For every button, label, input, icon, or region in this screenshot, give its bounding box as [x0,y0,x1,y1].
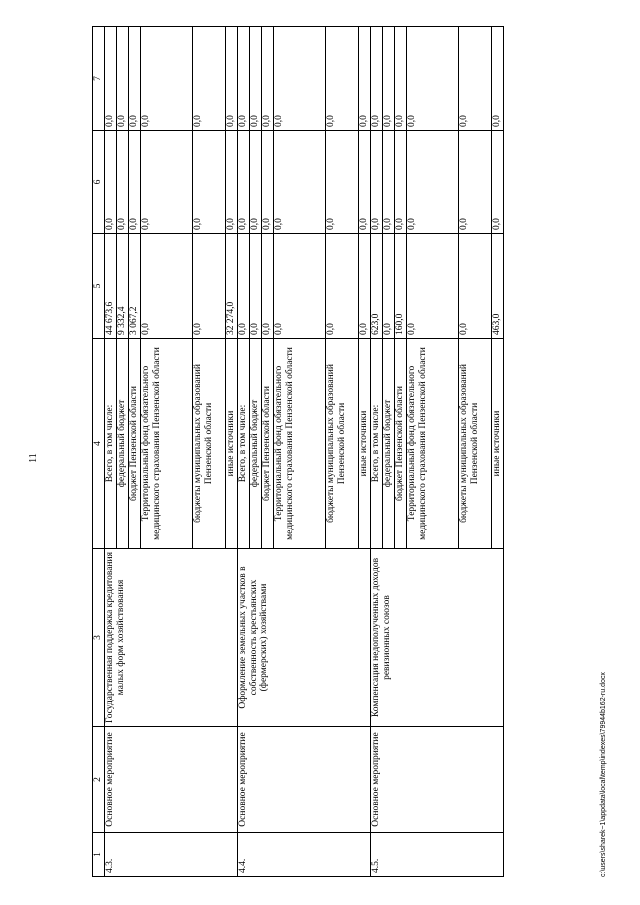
funding-source: иные источники [226,339,238,549]
funding-source: Территориальный фонд обязательного медицинского страхования Пензенской области [141,339,193,549]
value-col5: 0,0 [274,234,326,339]
col-header-2: 2 [93,727,105,833]
budget-table [92,26,504,877]
group-number: 4.3. [105,833,238,877]
funding-source: бюджет Пензенской области [395,339,407,549]
value-col6: 0,0 [129,131,141,234]
funding-source: Территориальный фонд обязательного медицинского страхования Пензенской области [274,339,326,549]
value-col7: 0,0 [141,27,193,131]
funding-source: бюджет Пензенской области [129,339,141,549]
funding-source: бюджеты муниципальных образований Пензенской области [459,339,492,549]
col-header-4: 4 [93,339,105,549]
value-col5: 0,0 [238,234,250,339]
value-col7: 0,0 [129,27,141,131]
funding-source: федеральный бюджет [250,339,262,549]
table-body [105,27,504,877]
value-col5: 0,0 [407,234,459,339]
funding-source: бюджеты муниципальных образований Пензенской области [326,339,359,549]
col-header-5: 5 [93,234,105,339]
value-col6: 0,0 [359,131,371,234]
value-col5: 0,0 [250,234,262,339]
value-col5: 32 274,0 [226,234,238,339]
event-type: Основное мероприятие [238,727,371,833]
funding-source: Всего, в том числе: [105,339,117,549]
funding-source: бюджеты муниципальных образований Пензенской области [193,339,226,549]
header-row [93,27,105,877]
event-name: Компенсация недополученных доходов ревизионных союзов [371,549,504,727]
funding-source: Территориальный фонд обязательного медицинского страхования Пензенской области [407,339,459,549]
funding-source: федеральный бюджет [117,339,129,549]
value-col6: 0,0 [407,131,459,234]
value-col6: 0,0 [141,131,193,234]
value-col6: 0,0 [105,131,117,234]
value-col6: 0,0 [395,131,407,234]
col-header-1: 1 [93,833,105,877]
event-name: Оформление земельных участков в собственность крестьянских (фермерских) хозяйствами [238,549,371,727]
group-number: 4.4. [238,833,371,877]
event-type: Основное мероприятие [105,727,238,833]
page-number: 11 [28,453,39,463]
value-col7: 0,0 [395,27,407,131]
value-col6: 0,0 [459,131,492,234]
value-col5: 0,0 [383,234,395,339]
table-row [371,27,383,877]
value-col7: 0,0 [105,27,117,131]
value-col6: 0,0 [250,131,262,234]
event-type: Основное мероприятие [371,727,504,833]
value-col5: 9 332,4 [117,234,129,339]
event-name: Государственная поддержка кредитования малых форм хозяйствования [105,549,238,727]
value-col7: 0,0 [359,27,371,131]
value-col6: 0,0 [326,131,359,234]
value-col7: 0,0 [274,27,326,131]
table-row [105,27,117,877]
value-col7: 0,0 [117,27,129,131]
value-col7: 0,0 [371,27,383,131]
group-number: 4.5. [371,833,504,877]
value-col6: 0,0 [492,131,504,234]
value-col7: 0,0 [407,27,459,131]
value-col6: 0,0 [226,131,238,234]
value-col7: 0,0 [238,27,250,131]
value-col5: 0,0 [262,234,274,339]
funding-source: иные источники [492,339,504,549]
value-col7: 0,0 [383,27,395,131]
value-col7: 0,0 [262,27,274,131]
value-col7: 0,0 [459,27,492,131]
value-col6: 0,0 [262,131,274,234]
funding-source: бюджет Пензенской области [262,339,274,549]
value-col5: 0,0 [326,234,359,339]
value-col5: 623,0 [371,234,383,339]
value-col5: 44 673,6 [105,234,117,339]
value-col6: 0,0 [117,131,129,234]
value-col6: 0,0 [371,131,383,234]
value-col5: 3 067,2 [129,234,141,339]
col-header-6: 6 [93,131,105,234]
value-col7: 0,0 [326,27,359,131]
value-col5: 0,0 [359,234,371,339]
funding-source: иные источники [359,339,371,549]
value-col7: 0,0 [226,27,238,131]
col-header-3: 3 [93,549,105,727]
value-col5: 0,0 [141,234,193,339]
value-col7: 0,0 [250,27,262,131]
value-col5: 160,0 [395,234,407,339]
value-col6: 0,0 [383,131,395,234]
col-header-7: 7 [93,27,105,131]
value-col6: 0,0 [193,131,226,234]
value-col6: 0,0 [274,131,326,234]
value-col7: 0,0 [492,27,504,131]
footer-file-path: c:\users\sharek~1\appdata\local\temp\indexes\79944b162-ru.docx [600,672,607,877]
funding-source: Всего, в том числе: [238,339,250,549]
value-col5: 0,0 [193,234,226,339]
value-col5: 463,0 [492,234,504,339]
funding-source: Всего, в том числе: [371,339,383,549]
value-col7: 0,0 [193,27,226,131]
table-row [238,27,250,877]
value-col5: 0,0 [459,234,492,339]
rotated-table-container [92,27,622,877]
value-col6: 0,0 [238,131,250,234]
funding-source: федеральный бюджет [383,339,395,549]
